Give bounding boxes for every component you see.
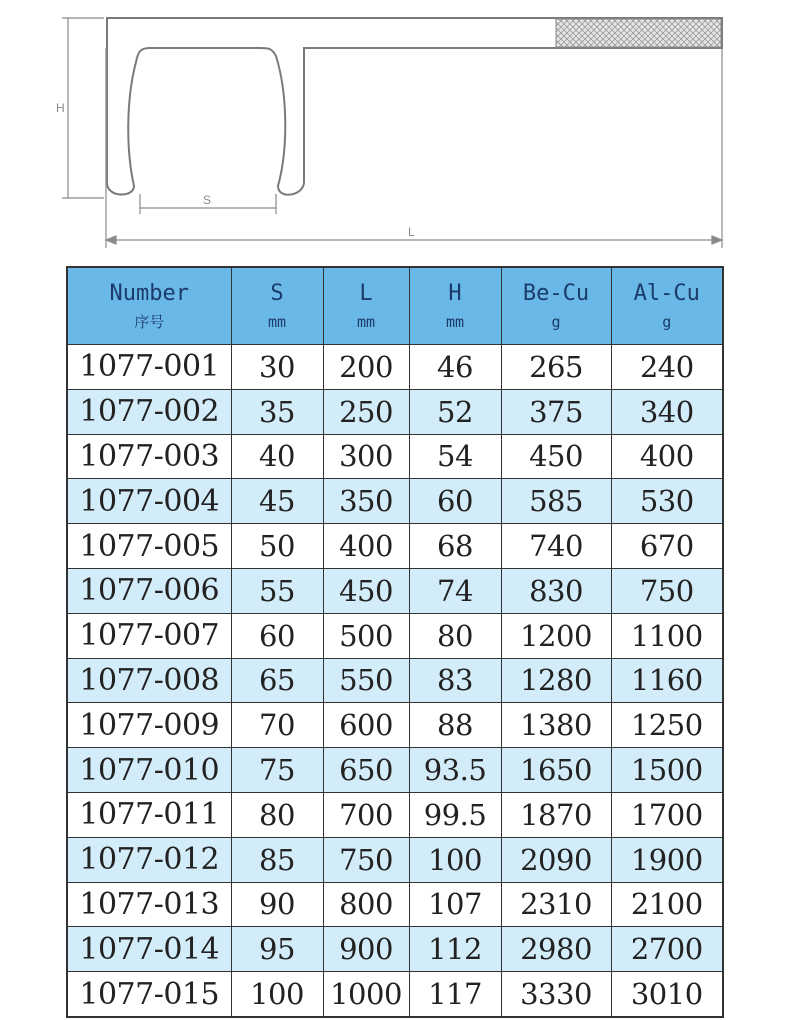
table-cell: 107 — [409, 882, 501, 927]
table-row — [67, 703, 723, 748]
table-header-row — [67, 267, 723, 345]
table-cell: 80 — [231, 792, 323, 837]
table-row — [67, 389, 723, 434]
table-cell: 1160 — [611, 658, 723, 703]
part-number-cell: 1077-013 — [67, 882, 231, 927]
table-cell: 300 — [323, 434, 409, 479]
table-cell: 200 — [323, 345, 409, 390]
column-header-label: L — [359, 280, 373, 306]
table-cell: 1700 — [611, 792, 723, 837]
table-cell: 265 — [501, 345, 611, 390]
table-cell: 50 — [231, 524, 323, 569]
l-dimension-label: L — [408, 225, 415, 239]
table-cell: 550 — [323, 658, 409, 703]
part-number-cell: 1077-008 — [67, 658, 231, 703]
table-cell: 830 — [501, 568, 611, 613]
table-cell: 60 — [231, 613, 323, 658]
table-cell: 1280 — [501, 658, 611, 703]
table-cell: 585 — [501, 479, 611, 524]
table-row — [67, 568, 723, 613]
column-header — [501, 267, 611, 345]
table-row — [67, 434, 723, 479]
column-header-unit: mm — [267, 313, 287, 332]
table-cell: 99.5 — [409, 792, 501, 837]
table-cell: 670 — [611, 524, 723, 569]
knurled-grip — [556, 19, 721, 47]
table-cell: 375 — [501, 389, 611, 434]
table-cell: 530 — [611, 479, 723, 524]
table-cell: 650 — [323, 748, 409, 793]
table-cell: 1000 — [323, 972, 409, 1017]
table-cell: 90 — [231, 882, 323, 927]
table-cell: 450 — [501, 434, 611, 479]
table-cell: 112 — [409, 927, 501, 972]
table-cell: 2100 — [611, 882, 723, 927]
h-dimension — [62, 18, 104, 198]
table-cell: 350 — [323, 479, 409, 524]
table-row — [67, 345, 723, 390]
table-cell: 70 — [231, 703, 323, 748]
table-cell: 85 — [231, 837, 323, 882]
table-cell: 340 — [611, 389, 723, 434]
table-row — [67, 882, 723, 927]
table-cell: 740 — [501, 524, 611, 569]
table-cell: 1100 — [611, 613, 723, 658]
column-header — [409, 267, 501, 345]
column-header-label: H — [448, 280, 462, 306]
table-cell: 2700 — [611, 927, 723, 972]
part-number-cell: 1077-001 — [67, 345, 231, 390]
table-cell: 250 — [323, 389, 409, 434]
table-row — [67, 792, 723, 837]
table-row — [67, 927, 723, 972]
l-dimension — [106, 48, 722, 248]
table-cell: 1650 — [501, 748, 611, 793]
table-cell: 52 — [409, 389, 501, 434]
part-number-cell: 1077-007 — [67, 613, 231, 658]
table-cell: 700 — [323, 792, 409, 837]
table-cell: 500 — [323, 613, 409, 658]
table-cell: 450 — [323, 568, 409, 613]
table-cell: 75 — [231, 748, 323, 793]
table-row — [67, 748, 723, 793]
table-cell: 60 — [409, 479, 501, 524]
table-cell: 600 — [323, 703, 409, 748]
table-cell: 74 — [409, 568, 501, 613]
part-number-cell: 1077-010 — [67, 748, 231, 793]
column-header-label: Al-Cu — [633, 280, 700, 306]
table-cell: 1380 — [501, 703, 611, 748]
column-header-unit: mm — [356, 313, 376, 332]
table-row — [67, 658, 723, 703]
table-cell: 3010 — [611, 972, 723, 1017]
table-cell: 68 — [409, 524, 501, 569]
spec-table — [66, 266, 724, 1018]
table-cell: 800 — [323, 882, 409, 927]
part-number-cell: 1077-014 — [67, 927, 231, 972]
table-row — [67, 524, 723, 569]
part-number-cell: 1077-006 — [67, 568, 231, 613]
table-cell: 65 — [231, 658, 323, 703]
table-cell: 100 — [409, 837, 501, 882]
part-number-cell: 1077-009 — [67, 703, 231, 748]
part-number-cell: 1077-003 — [67, 434, 231, 479]
table-cell: 40 — [231, 434, 323, 479]
column-header-unit: g — [551, 313, 561, 332]
part-number-cell: 1077-011 — [67, 792, 231, 837]
table-cell: 1200 — [501, 613, 611, 658]
table-cell: 2980 — [501, 927, 611, 972]
table-cell: 55 — [231, 568, 323, 613]
table-cell: 750 — [323, 837, 409, 882]
table-row — [67, 972, 723, 1017]
table-cell: 2090 — [501, 837, 611, 882]
column-header — [611, 267, 723, 345]
h-dimension-label: H — [56, 101, 65, 115]
table-cell: 400 — [323, 524, 409, 569]
table-cell: 100 — [231, 972, 323, 1017]
column-header-label: S — [270, 280, 284, 306]
table-cell: 1500 — [611, 748, 723, 793]
column-header-unit: g — [662, 313, 672, 332]
table-cell: 1900 — [611, 837, 723, 882]
table-cell: 900 — [323, 927, 409, 972]
column-header — [323, 267, 409, 345]
table-cell: 1870 — [501, 792, 611, 837]
table-cell: 46 — [409, 345, 501, 390]
table-cell: 30 — [231, 345, 323, 390]
part-number-cell: 1077-012 — [67, 837, 231, 882]
table-row — [67, 613, 723, 658]
table-row — [67, 837, 723, 882]
table-cell: 2310 — [501, 882, 611, 927]
table-cell: 240 — [611, 345, 723, 390]
table-cell: 88 — [409, 703, 501, 748]
table-cell: 1250 — [611, 703, 723, 748]
table-cell: 750 — [611, 568, 723, 613]
s-dimension-label: S — [203, 193, 212, 207]
table-cell: 3330 — [501, 972, 611, 1017]
column-header-unit: mm — [445, 313, 465, 332]
part-number-cell: 1077-015 — [67, 972, 231, 1017]
column-header-label: Be-Cu — [522, 280, 590, 306]
part-number-cell: 1077-002 — [67, 389, 231, 434]
table-cell: 80 — [409, 613, 501, 658]
part-number-cell: 1077-004 — [67, 479, 231, 524]
table-cell: 93.5 — [409, 748, 501, 793]
column-header — [231, 267, 323, 345]
table-cell: 400 — [611, 434, 723, 479]
table-cell: 54 — [409, 434, 501, 479]
column-header-label: Number — [109, 280, 189, 306]
table-cell: 35 — [231, 389, 323, 434]
table-row — [67, 479, 723, 524]
column-header-unit: 序号 — [134, 313, 165, 332]
table-cell: 95 — [231, 927, 323, 972]
table-cell: 117 — [409, 972, 501, 1017]
tool-dimension-diagram — [0, 0, 790, 262]
column-header — [67, 267, 231, 345]
table-cell: 83 — [409, 658, 501, 703]
table-cell: 45 — [231, 479, 323, 524]
part-number-cell: 1077-005 — [67, 524, 231, 569]
